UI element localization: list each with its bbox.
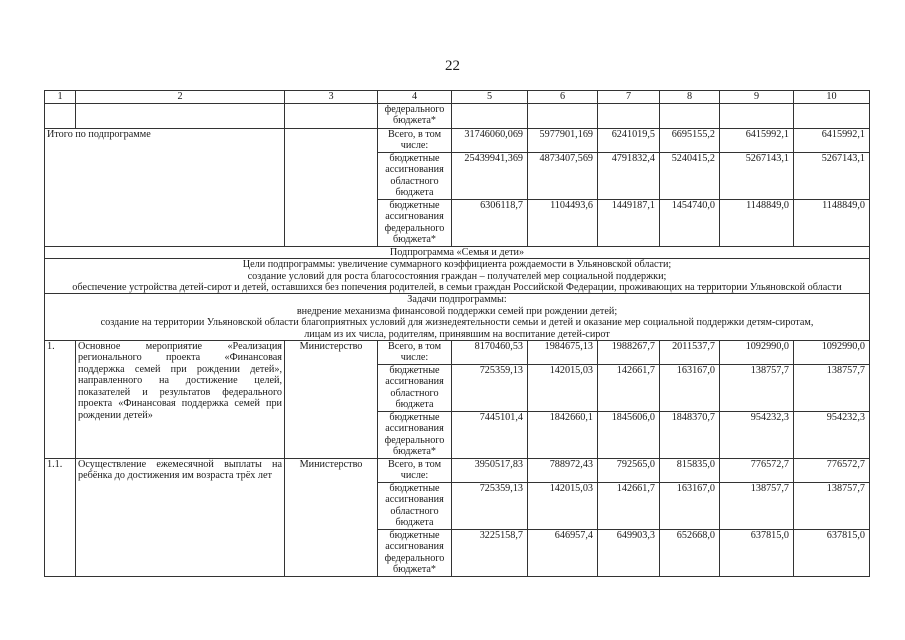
amount-cell: 142661,7 [598, 482, 660, 529]
table-row [45, 129, 870, 153]
amount-cell: 138757,7 [794, 482, 870, 529]
amount-cell: 637815,0 [720, 529, 794, 576]
amount-cell: 1148849,0 [720, 199, 794, 246]
subprogram-title: Подпрограмма «Семья и дети» [45, 246, 870, 258]
item-name-cell: Основное мероприятие «Реализация регионального проекта «Финансовая поддержка семей при рождении детей», направленного на достижение целей, показателей и результатов федерального проекта «Финансовая поддержка семей при рождении детей» [76, 341, 285, 459]
table-row [45, 341, 870, 365]
amount-cell: 649903,3 [598, 529, 660, 576]
amount-cell: 25439941,369 [452, 152, 528, 199]
item-executor-cell: Министерство [285, 458, 378, 576]
funding-source-cell: Всего, в том числе: [378, 458, 452, 482]
amount-cell: 138757,7 [720, 482, 794, 529]
amount-cell: 1449187,1 [598, 199, 660, 246]
task-line: внедрение механизма финансовой поддержки семей при рождении детей; [296, 305, 618, 317]
col-num-2: 2 [76, 91, 285, 104]
amount-cell: 1984675,13 [528, 341, 598, 365]
item-number-cell: 1.1. [45, 458, 76, 576]
funding-source-cell: Всего, в том числе: [378, 341, 452, 365]
carry-source-cell: федерального бюджета* [378, 104, 452, 129]
budget-table [44, 90, 870, 577]
amount-cell: 142661,7 [598, 364, 660, 411]
amount-cell: 1842660,1 [528, 411, 598, 458]
amount-cell: 725359,13 [452, 364, 528, 411]
amount-cell: 646957,4 [528, 529, 598, 576]
amount-cell: 5240415,2 [660, 152, 720, 199]
amount-cell: 138757,7 [794, 364, 870, 411]
amount-cell: 954232,3 [794, 411, 870, 458]
amount-cell: 3950517,83 [452, 458, 528, 482]
amount-cell: 652668,0 [660, 529, 720, 576]
amount-cell: 5267143,1 [794, 152, 870, 199]
goal-line: Цели подпрограммы: увеличение суммарного коэффициента рождаемости в Ульяновской области; [242, 259, 672, 271]
amount-cell: 815835,0 [660, 458, 720, 482]
amount-cell: 1454740,0 [660, 199, 720, 246]
amount-cell: 1092990,0 [720, 341, 794, 365]
col-num-6: 6 [528, 91, 598, 104]
amount-cell: 1848370,7 [660, 411, 720, 458]
amount-cell: 788972,43 [528, 458, 598, 482]
goals-cell [45, 259, 870, 294]
amount-cell: 792565,0 [598, 458, 660, 482]
tasks-cell [45, 294, 870, 341]
funding-source-cell: Всего, в том числе: [378, 129, 452, 153]
funding-source-cell: бюджетные ассигнования федерального бюджета* [378, 411, 452, 458]
amount-cell: 776572,7 [720, 458, 794, 482]
amount-cell: 8170460,53 [452, 341, 528, 365]
amount-cell: 31746060,069 [452, 129, 528, 153]
amount-cell: 1845606,0 [598, 411, 660, 458]
amount-cell: 6415992,1 [794, 129, 870, 153]
amount-cell: 637815,0 [794, 529, 870, 576]
task-line: лицам из их числа, родителям, принявшим на воспитание детей-сирот [304, 328, 610, 340]
amount-cell: 163167,0 [660, 482, 720, 529]
itogo-executor-cell [285, 129, 378, 247]
amount-cell: 138757,7 [720, 364, 794, 411]
amount-cell: 1148849,0 [794, 199, 870, 246]
column-numbers-row [45, 91, 870, 104]
task-line: Задачи подпрограммы: [407, 294, 507, 306]
tasks-row [45, 294, 870, 341]
amount-cell: 1988267,7 [598, 341, 660, 365]
funding-source-cell: бюджетные ассигнования федерального бюджета* [378, 199, 452, 246]
amount-cell: 142015,03 [528, 482, 598, 529]
carry-over-row [45, 104, 870, 129]
table-row [45, 458, 870, 482]
col-num-10: 10 [794, 91, 870, 104]
goal-line: обеспечение устройства детей-сирот и детей, оставшихся без попечения родителей, в семьи граждан Российской Федерации, проживающих на территории Ульяновской области [72, 282, 842, 294]
amount-cell: 2011537,7 [660, 341, 720, 365]
page-number: 22 [445, 58, 460, 74]
goals-row [45, 259, 870, 294]
amount-cell: 7445101,4 [452, 411, 528, 458]
amount-cell: 4791832,4 [598, 152, 660, 199]
amount-cell: 6306118,7 [452, 199, 528, 246]
funding-source-cell: бюджетные ассигнования областного бюджета [378, 482, 452, 529]
amount-cell: 163167,0 [660, 364, 720, 411]
col-num-1: 1 [45, 91, 76, 104]
col-num-4: 4 [378, 91, 452, 104]
col-num-5: 5 [452, 91, 528, 104]
item-number-cell: 1. [45, 341, 76, 459]
item-name-cell: Осуществление ежемесячной выплаты на ребёнка до достижения им возраста трёх лет [76, 458, 285, 576]
amount-cell: 5267143,1 [720, 152, 794, 199]
amount-cell: 6241019,5 [598, 129, 660, 153]
col-num-8: 8 [660, 91, 720, 104]
goal-line: создание условий для роста благосостояния граждан – получателей мер социальной поддержки; [247, 270, 667, 282]
amount-cell: 142015,03 [528, 364, 598, 411]
subprogram-title-row [45, 246, 870, 258]
amount-cell: 5977901,169 [528, 129, 598, 153]
budget-table-body [45, 91, 870, 577]
amount-cell: 6695155,2 [660, 129, 720, 153]
funding-source-cell: бюджетные ассигнования областного бюджета [378, 364, 452, 411]
amount-cell: 954232,3 [720, 411, 794, 458]
amount-cell: 776572,7 [794, 458, 870, 482]
item-executor-cell: Министерство [285, 341, 378, 459]
amount-cell: 3225158,7 [452, 529, 528, 576]
amount-cell: 725359,13 [452, 482, 528, 529]
funding-source-cell: бюджетные ассигнования федерального бюджета* [378, 529, 452, 576]
col-num-7: 7 [598, 91, 660, 104]
funding-source-cell: бюджетные ассигнования областного бюджета [378, 152, 452, 199]
task-line: создание на территории Ульяновской области благоприятных условий для жизнедеятельности семьи и детей и оказание мер социальной поддержки детям-сиротам, [100, 317, 814, 329]
col-num-3: 3 [285, 91, 378, 104]
amount-cell: 6415992,1 [720, 129, 794, 153]
amount-cell: 1092990,0 [794, 341, 870, 365]
amount-cell: 4873407,569 [528, 152, 598, 199]
amount-cell: 1104493,6 [528, 199, 598, 246]
itogo-label-cell: Итого по подпрограмме [45, 129, 285, 247]
col-num-9: 9 [720, 91, 794, 104]
